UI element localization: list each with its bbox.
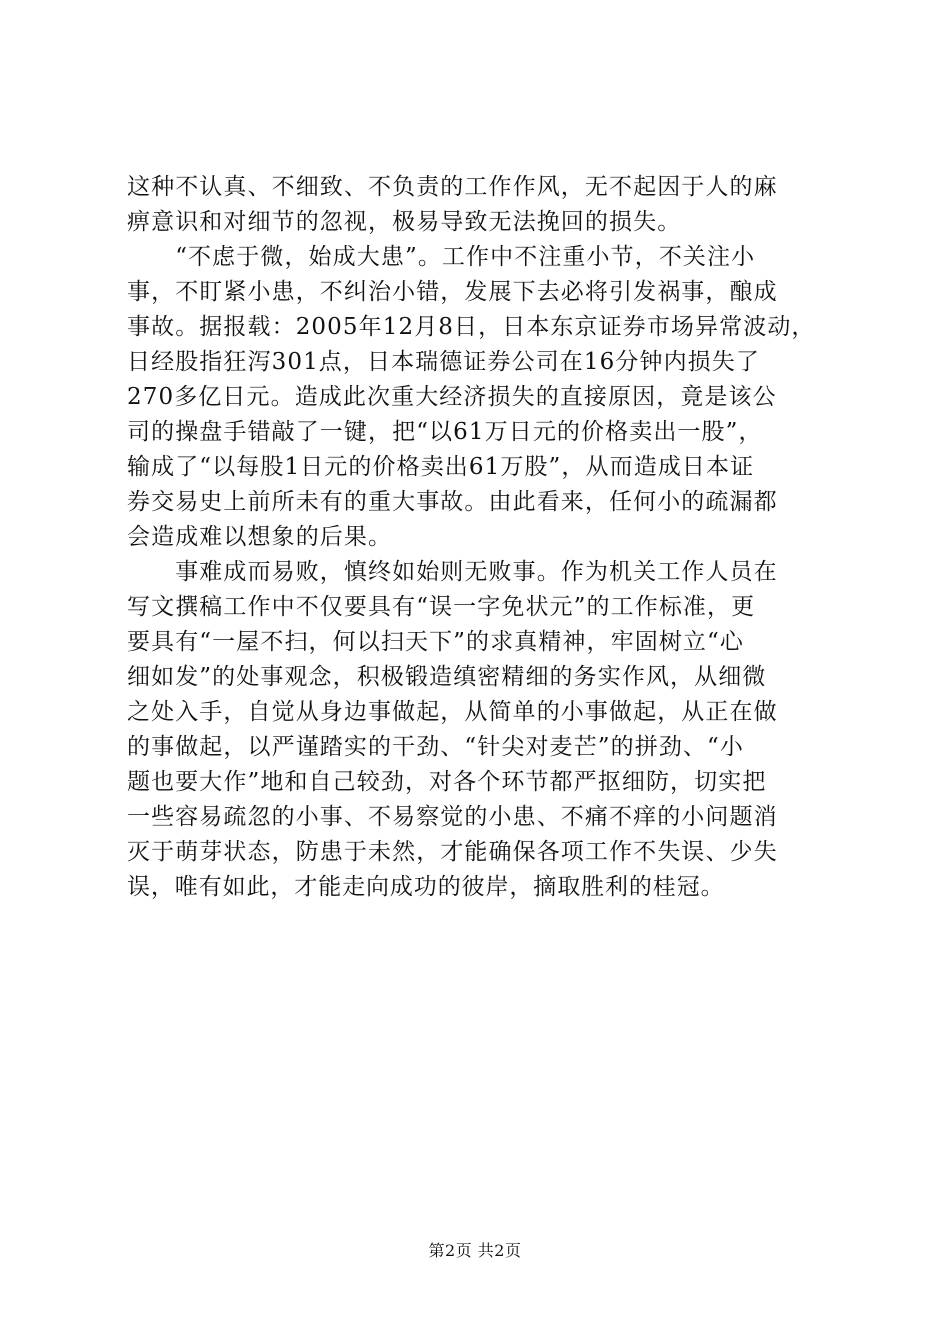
text-line: 题也要大作”地和自己较劲，对各个环节都严抠细防，切实把 [127,769,767,795]
body-text [127,170,827,905]
text-line: 痹意识和对细节的忽视，极易导致无法挽回的损失。 [127,209,682,235]
text-line: 会造成难以想象的后果。 [127,524,393,550]
text-line: 要具有“一屋不扫，何以扫天下”的求真精神，牢固树立“心 [127,629,744,655]
text-line: “不虑于微，始成大患”。工作中不注重小节，不关注小 [127,244,756,270]
text-line: 日经股指狂泻301点，日本瑞德证券公司在16分钟内损失了 [127,349,760,375]
text-line: 券交易史上前所未有的重大事故。由此看来，任何小的疏漏都 [127,489,778,515]
text-line: 细如发”的处事观念，积极锻造缜密精细的务实作风，从细微 [127,664,767,690]
text-line: 输成了“以每股1日元的价格卖出61万股”，从而造成日本证 [127,454,755,480]
text-line: 一些容易疏忽的小事、不易察觉的小患、不痛不痒的小问题消 [127,804,778,830]
page-footer: 第2页 共2页 [428,1241,522,1260]
text-line: 270多亿日元。造成此次重大经济损失的直接原因，竟是该公 [127,384,777,410]
text-line: 的事做起，以严谨踏实的干劲、“针尖对麦芒”的拼劲、“小 [127,734,744,760]
text-line: 事难成而易败，慎终如始则无败事。作为机关工作人员在 [127,559,778,585]
text-line: 之处入手，自觉从身边事做起，从简单的小事做起，从正在做 [127,699,778,725]
text-line: 这种不认真、不细致、不负责的工作作风，无不起因于人的麻 [127,174,778,200]
text-line: 司的操盘手错敲了一键，把“以61万日元的价格卖出一股”， [127,419,763,445]
text-line: 误，唯有如此，才能走向成功的彼岸，摘取胜利的桂冠。 [127,874,725,900]
text-line: 写文撰稿工作中不仅要具有“误一字免状元”的工作标准，更 [127,594,756,620]
text-line: 事故。据报载：2005年12月8日，日本东京证券市场异常波动， [127,314,816,340]
text-line: 事，不盯紧小患，不纠治小错，发展下去必将引发祸事，酿成 [127,279,778,305]
text-line: 灭于萌芽状态，防患于未然，才能确保各项工作不失误、少失 [127,839,778,865]
